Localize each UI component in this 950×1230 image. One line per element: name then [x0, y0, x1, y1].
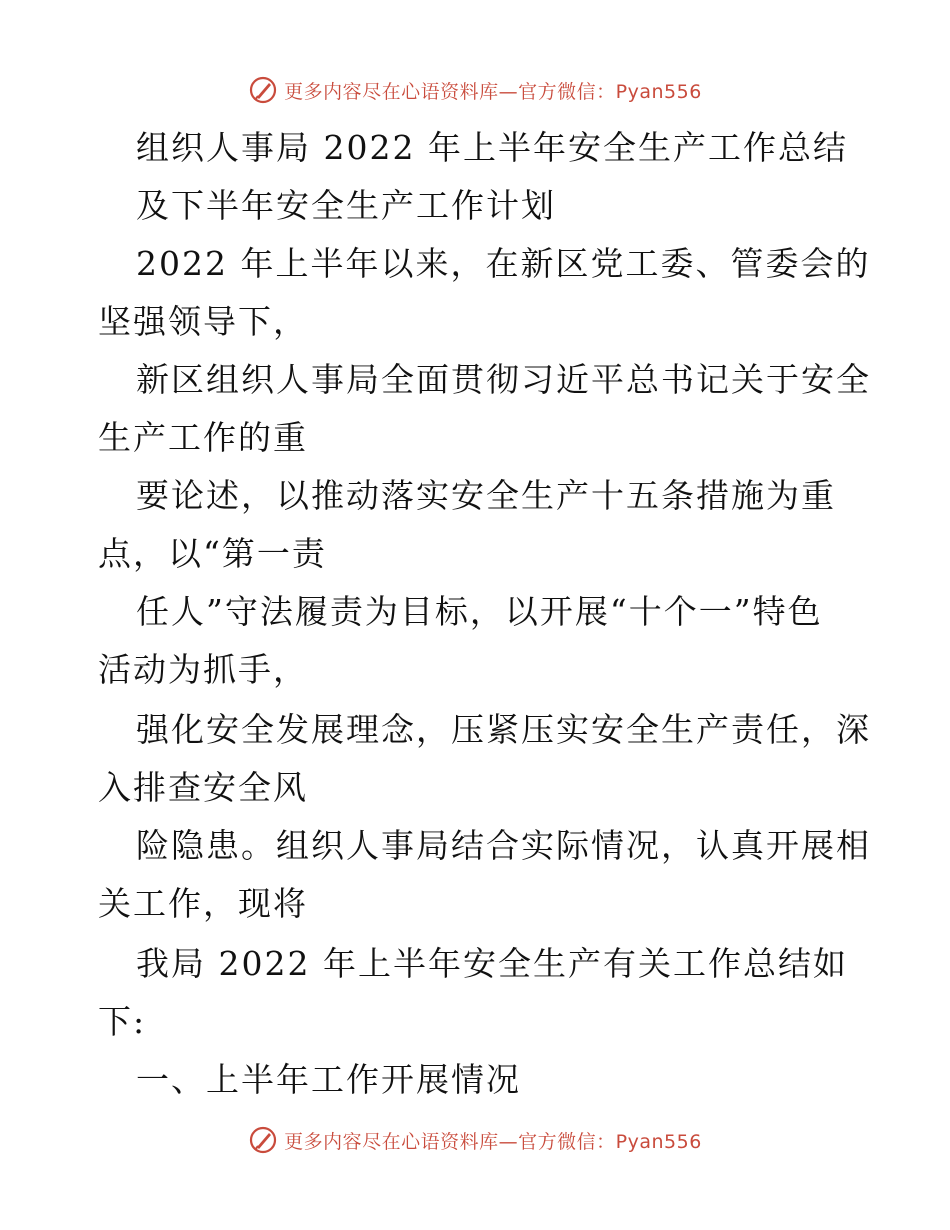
doc-line: 入排查安全风: [98, 768, 308, 807]
doc-line: 组织人事局 2022 年上半年安全生产工作总结: [136, 128, 848, 167]
doc-line: 险隐患。组织人事局结合实际情况，认真开展相: [136, 826, 871, 865]
watermark-text: 更多内容尽在心语资料库—官方微信：Pyan556: [284, 1130, 702, 1153]
doc-line: 活动为抓手，: [98, 650, 308, 689]
doc-line: 任人”守法履责为目标，以开展“十个一”特色: [136, 592, 823, 631]
watermark-text: 更多内容尽在心语资料库—官方微信：Pyan556: [284, 80, 702, 103]
quill-logo-icon: [248, 75, 278, 105]
doc-line: 点，以“第一责: [98, 534, 327, 573]
footer-watermark: [0, 1120, 950, 1160]
doc-line: 要论述，以推动落实安全生产十五条措施为重: [136, 476, 836, 515]
doc-line: 强化安全发展理念，压紧压实安全生产责任，深: [136, 710, 871, 749]
doc-line: 下:: [98, 1002, 147, 1041]
doc-line: 2022 年上半年以来，在新区党工委、管委会的: [136, 244, 871, 283]
doc-line: 生产工作的重: [98, 418, 308, 457]
doc-line: 及下半年安全生产工作计划: [136, 186, 556, 225]
doc-line: 关工作，现将: [98, 884, 308, 923]
doc-line: 坚强领导下，: [98, 302, 308, 341]
quill-logo-icon: [248, 1125, 278, 1155]
doc-line: 一、上半年工作开展情况: [136, 1060, 521, 1099]
doc-line: 我局 2022 年上半年安全生产有关工作总结如: [136, 944, 848, 983]
header-watermark: [0, 70, 950, 110]
doc-line: 新区组织人事局全面贯彻习近平总书记关于安全: [136, 360, 871, 399]
